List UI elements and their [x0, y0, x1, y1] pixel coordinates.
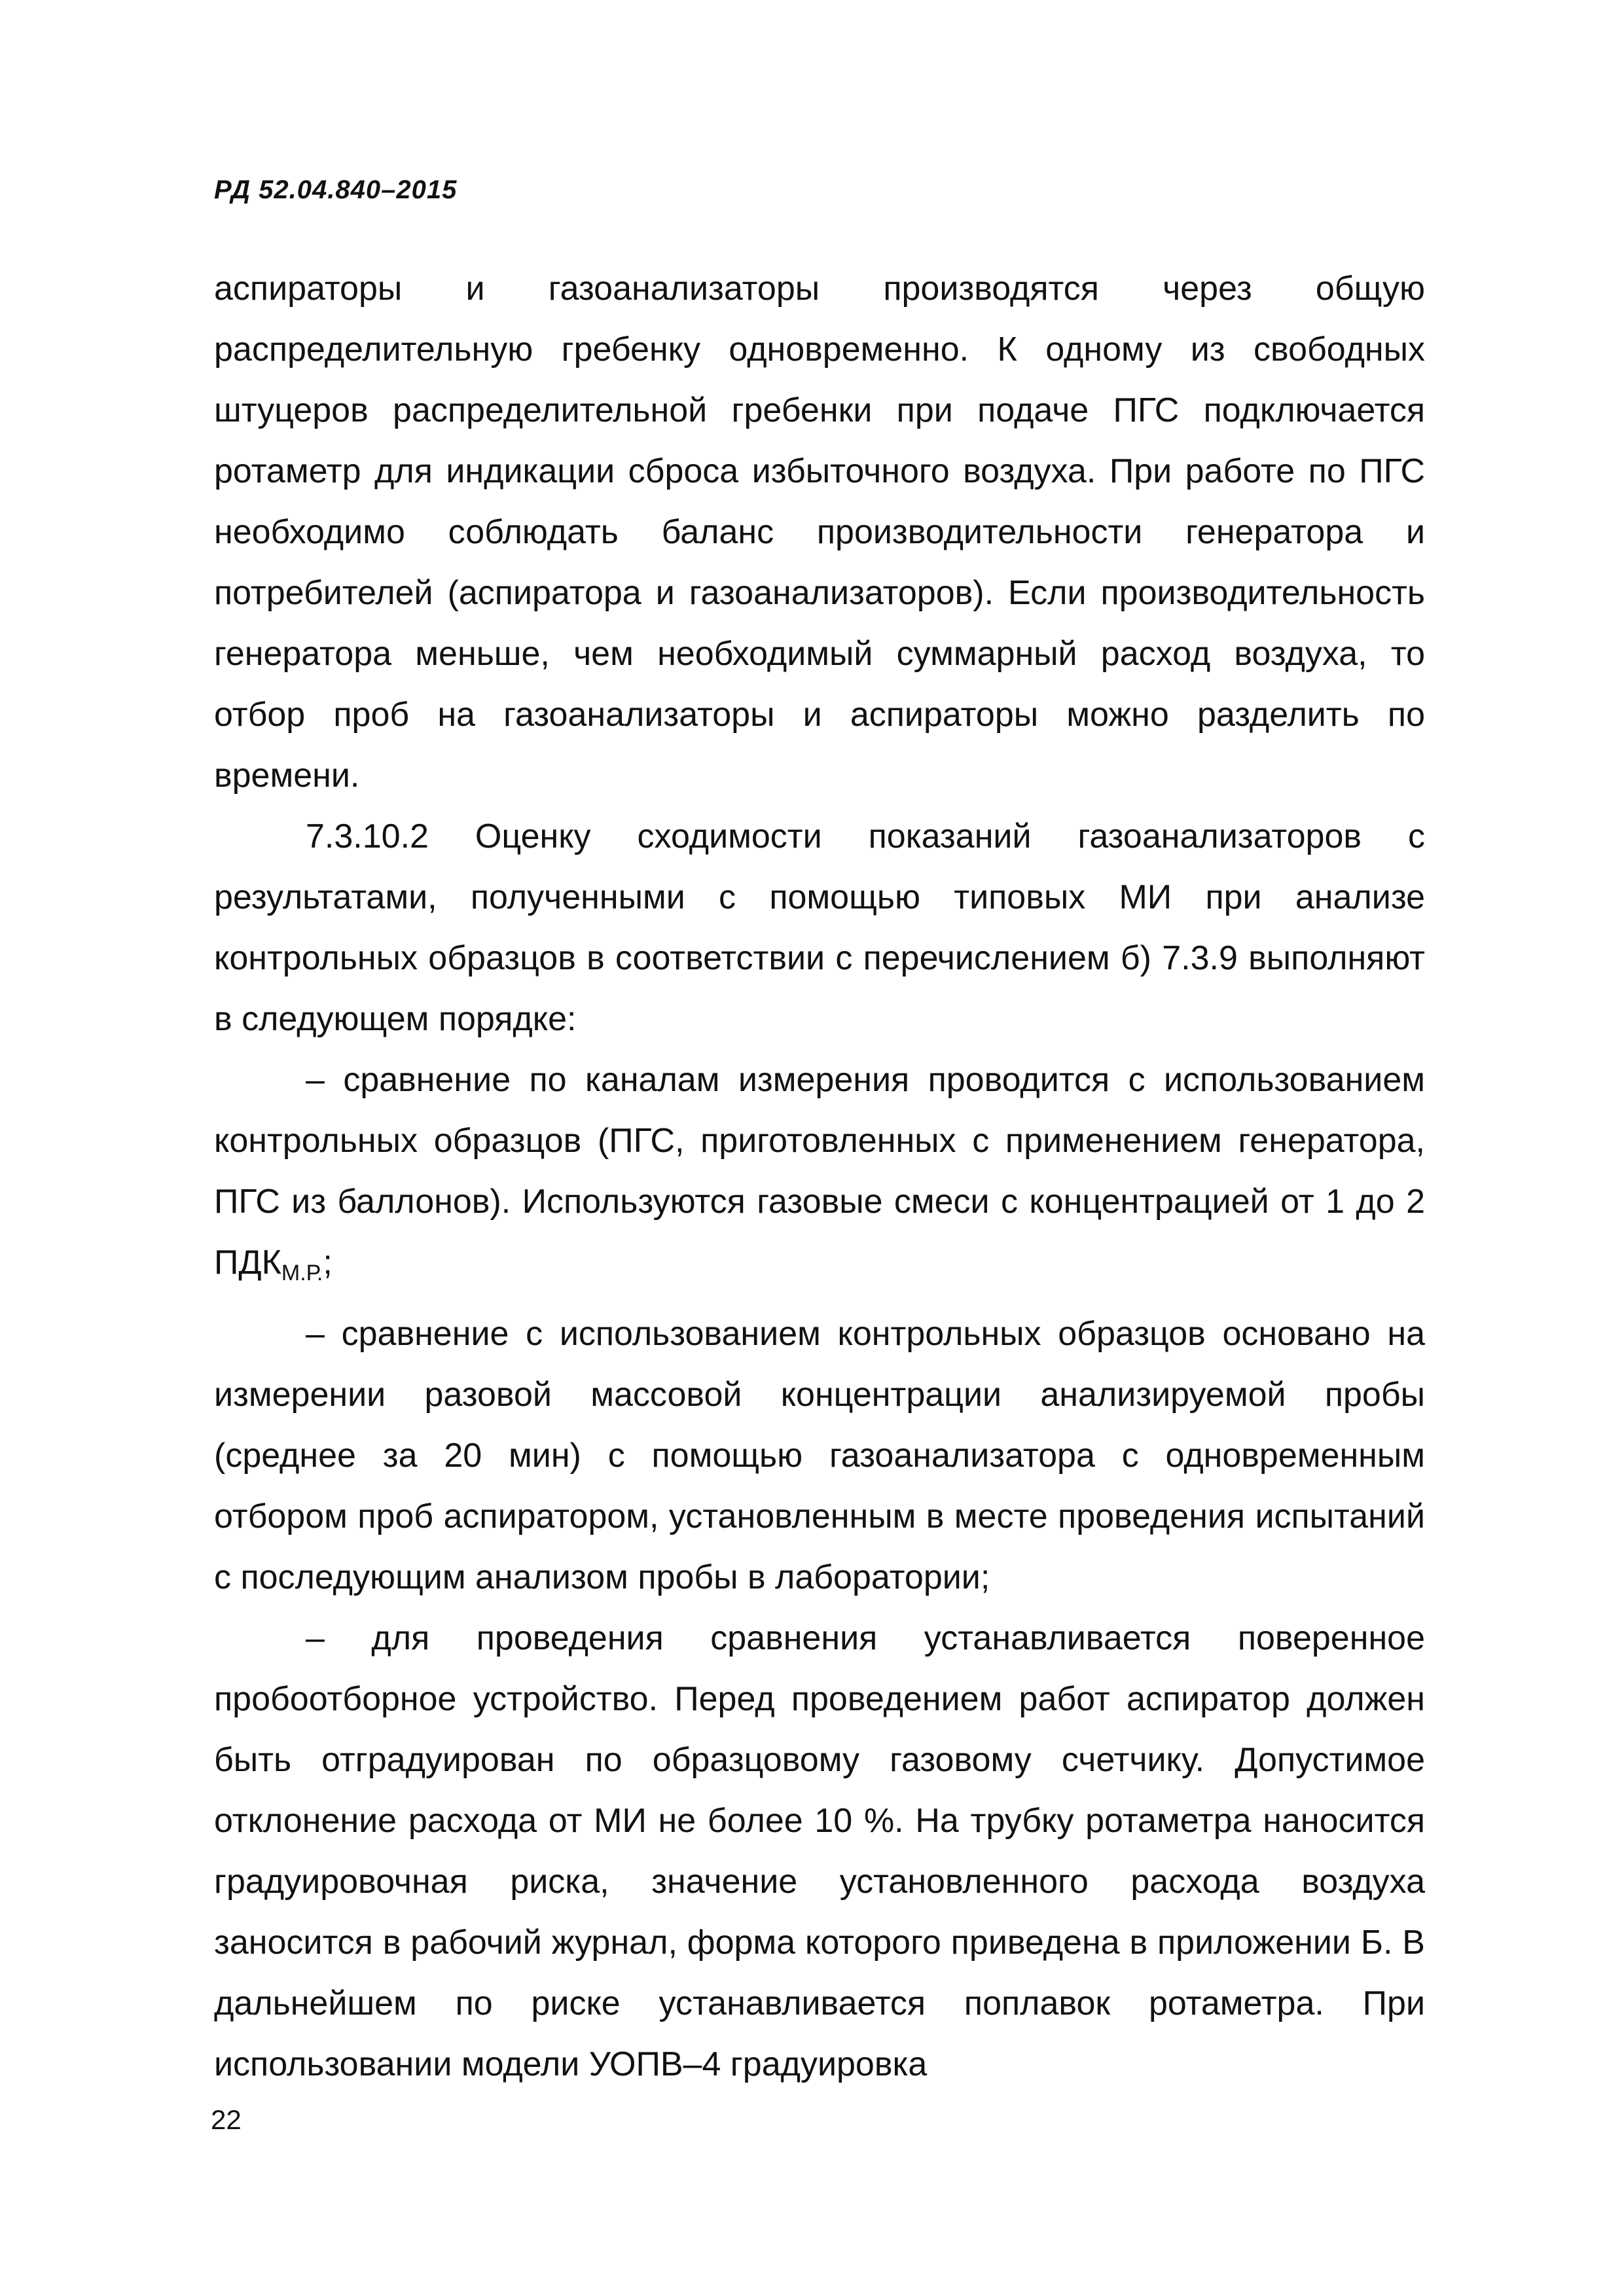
list-item-punctuation: ; — [323, 1244, 333, 1282]
list-item-control-samples: – сравнение с использованием контрольных образцов основано на измерении разовой массовой концентрации анализируемой пробы (среднее за 20 мин) с помощью газоанализатора с одновременным отбором проб аспиратором, установленным в месте проведения испытаний с последующим анализом пробы в лаборатории; — [214, 1315, 1425, 1596]
page-number: 22 — [211, 2104, 242, 2135]
list-item-channel-comparison — [214, 1050, 1425, 1304]
document-code-header: РД 52.04.840–2015 — [214, 175, 458, 204]
document-body — [214, 259, 1425, 2095]
list-item-sampling-device: – для проведения сравнения устанавливается поверенное пробоотборное устройство. Перед проведением работ аспиратор должен быть отградуирован по образцовому газовому счетчику. Допустимое отклонение расхода от МИ не более 10 %. На трубку ротаметра наносится градуировочная риска, значение установленного расхода воздуха заносится в рабочий журнал, форма которого приведена в приложении Б. В дальнейшем по риске устанавливается поплавок ротаметра. При использовании модели УОПВ–4 градуировка — [214, 1619, 1425, 2083]
paragraph-7-3-10-2: 7.3.10.2 Оценку сходимости показаний газоанализаторов с результатами, полученными с помощью типовых МИ при анализе контрольных образцов в соответствии с перечислением б) 7.3.9 выполняют в следующем порядке: — [214, 817, 1425, 1038]
list-item-text: – сравнение по каналам измерения проводится с использованием контрольных образцов (ПГС, приготовленных с применением генератора, ПГС из баллонов). Используются газовые смеси с концентрацией от 1 до 2 ПДК — [214, 1061, 1425, 1282]
subscript-mr: М.Р. — [281, 1261, 323, 1285]
paragraph-aspirators: аспираторы и газоанализаторы производятся через общую распределительную гребенку одновременно. К одному из свободных штуцеров распределительной гребенки при подаче ПГС подключается ротаметр для индикации сброса избыточного воздуха. При работе по ПГС необходимо соблюдать баланс производительности генератора и потребителей (аспиратора и газоанализаторов). Если производительность генератора меньше, чем необходимый суммарный расход воздуха, то отбор проб на газоанализаторы и аспираторы можно разделить по времени. — [214, 270, 1425, 795]
